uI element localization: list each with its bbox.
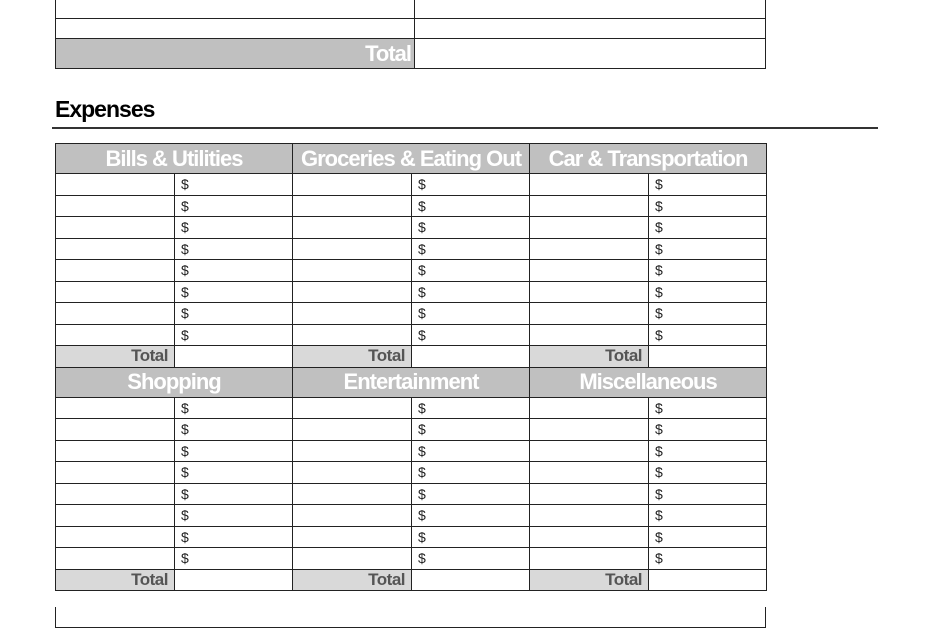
- expense-amount-cell[interactable]: $: [175, 195, 293, 217]
- expense-item-cell[interactable]: [293, 419, 412, 441]
- table-row: [56, 419, 767, 441]
- category-header-shopping: Shopping: [56, 367, 293, 397]
- expense-item-cell[interactable]: [56, 526, 175, 548]
- total-value-shopping[interactable]: [175, 569, 293, 591]
- expense-amount-cell[interactable]: $: [175, 260, 293, 282]
- expense-item-cell[interactable]: [293, 483, 412, 505]
- total-label: Total: [530, 346, 649, 368]
- expense-item-cell[interactable]: [56, 505, 175, 527]
- expense-item-cell[interactable]: [56, 548, 175, 570]
- expense-amount-cell[interactable]: $: [412, 238, 530, 260]
- total-label: Total: [56, 569, 175, 591]
- total-label: Total: [56, 346, 175, 368]
- table-row: [56, 462, 767, 484]
- total-label: Total: [293, 569, 412, 591]
- expense-item-cell[interactable]: [293, 281, 412, 303]
- expense-item-cell[interactable]: [530, 419, 649, 441]
- expense-amount-cell[interactable]: $: [412, 195, 530, 217]
- expense-amount-cell[interactable]: $: [649, 526, 767, 548]
- table-row: [56, 526, 767, 548]
- expense-amount-cell[interactable]: $: [412, 440, 530, 462]
- expense-amount-cell[interactable]: $: [175, 462, 293, 484]
- expense-item-cell[interactable]: [530, 462, 649, 484]
- expense-amount-cell[interactable]: $: [412, 174, 530, 196]
- total-value-groceries-and-eating-out[interactable]: [412, 346, 530, 368]
- expense-item-cell[interactable]: [530, 238, 649, 260]
- total-label: Total: [293, 346, 412, 368]
- expense-amount-cell[interactable]: $: [649, 505, 767, 527]
- expense-amount-cell[interactable]: $: [649, 397, 767, 419]
- expense-amount-cell[interactable]: $: [175, 238, 293, 260]
- table-row: [56, 195, 767, 217]
- expense-amount-cell[interactable]: $: [649, 303, 767, 325]
- table-row: [56, 440, 767, 462]
- expense-item-cell[interactable]: [293, 324, 412, 346]
- category-header-miscellaneous: Miscellaneous: [530, 367, 767, 397]
- expense-item-cell[interactable]: [56, 238, 175, 260]
- expense-amount-cell[interactable]: $: [175, 440, 293, 462]
- table-row: [56, 217, 767, 239]
- expense-item-cell[interactable]: [293, 303, 412, 325]
- expense-item-cell[interactable]: [530, 440, 649, 462]
- expense-item-cell[interactable]: [293, 260, 412, 282]
- category-total-row: [56, 346, 767, 368]
- expense-item-cell[interactable]: [293, 397, 412, 419]
- income-total-row: [56, 39, 766, 69]
- expense-amount-cell[interactable]: $: [649, 419, 767, 441]
- notes-box[interactable]: [55, 607, 766, 628]
- expense-amount-cell[interactable]: $: [649, 324, 767, 346]
- expense-item-cell[interactable]: [530, 260, 649, 282]
- expense-item-cell[interactable]: [56, 483, 175, 505]
- expense-item-cell[interactable]: [530, 303, 649, 325]
- expense-amount-cell[interactable]: $: [649, 548, 767, 570]
- category-header-entertainment: Entertainment: [293, 367, 530, 397]
- expense-item-cell[interactable]: [530, 195, 649, 217]
- total-value-miscellaneous[interactable]: [649, 569, 767, 591]
- expense-item-cell[interactable]: [56, 217, 175, 239]
- expense-amount-cell[interactable]: $: [175, 281, 293, 303]
- category-total-row: [56, 569, 767, 591]
- expense-item-cell[interactable]: [56, 303, 175, 325]
- expense-amount-cell[interactable]: $: [412, 397, 530, 419]
- expense-amount-cell[interactable]: $: [412, 548, 530, 570]
- expense-item-cell[interactable]: [293, 195, 412, 217]
- expense-amount-cell[interactable]: $: [175, 526, 293, 548]
- expense-amount-cell[interactable]: $: [412, 324, 530, 346]
- category-header-bills-and-utilities: Bills & Utilities: [56, 144, 293, 174]
- expense-item-cell[interactable]: [56, 324, 175, 346]
- expense-amount-cell[interactable]: $: [175, 505, 293, 527]
- expenses-table: [55, 143, 767, 591]
- expense-amount-cell[interactable]: $: [412, 303, 530, 325]
- income-amount-cell[interactable]: [415, 0, 766, 19]
- expense-item-cell[interactable]: [293, 174, 412, 196]
- table-row: [56, 324, 767, 346]
- expense-item-cell[interactable]: [56, 397, 175, 419]
- total-value-entertainment[interactable]: [412, 569, 530, 591]
- expense-amount-cell[interactable]: $: [649, 195, 767, 217]
- table-row: [56, 238, 767, 260]
- expense-amount-cell[interactable]: $: [649, 440, 767, 462]
- expense-amount-cell[interactable]: $: [175, 303, 293, 325]
- expense-item-cell[interactable]: [293, 217, 412, 239]
- expense-item-cell[interactable]: [293, 440, 412, 462]
- total-value-bills-and-utilities[interactable]: [175, 346, 293, 368]
- expense-item-cell[interactable]: [293, 238, 412, 260]
- expense-item-cell[interactable]: [530, 483, 649, 505]
- category-header-row: [56, 367, 767, 397]
- table-row: [56, 281, 767, 303]
- income-total-label: Total: [56, 39, 415, 69]
- section-title-expenses: Expenses: [55, 96, 155, 122]
- expense-amount-cell[interactable]: $: [175, 548, 293, 570]
- expense-amount-cell[interactable]: $: [412, 281, 530, 303]
- expense-item-cell[interactable]: [530, 548, 649, 570]
- expense-amount-cell[interactable]: $: [412, 526, 530, 548]
- expense-amount-cell[interactable]: $: [412, 505, 530, 527]
- expense-amount-cell[interactable]: $: [412, 217, 530, 239]
- table-row: [56, 548, 767, 570]
- expense-amount-cell[interactable]: $: [175, 419, 293, 441]
- expense-amount-cell[interactable]: $: [649, 174, 767, 196]
- expense-amount-cell[interactable]: $: [412, 462, 530, 484]
- expense-item-cell[interactable]: [293, 548, 412, 570]
- table-row: [56, 260, 767, 282]
- expense-amount-cell[interactable]: $: [175, 324, 293, 346]
- expense-item-cell[interactable]: [530, 526, 649, 548]
- expense-item-cell[interactable]: [530, 324, 649, 346]
- total-value-car-and-transportation[interactable]: [649, 346, 767, 368]
- table-row: [56, 303, 767, 325]
- expense-item-cell[interactable]: [56, 419, 175, 441]
- table-row: [56, 483, 767, 505]
- table-row: [56, 505, 767, 527]
- expense-amount-cell[interactable]: $: [412, 260, 530, 282]
- category-header-car-and-transportation: Car & Transportation: [530, 144, 767, 174]
- expense-amount-cell[interactable]: $: [175, 397, 293, 419]
- expense-item-cell[interactable]: [530, 397, 649, 419]
- expense-item-cell[interactable]: [56, 174, 175, 196]
- expense-item-cell[interactable]: [56, 281, 175, 303]
- expense-item-cell[interactable]: [293, 462, 412, 484]
- expense-amount-cell[interactable]: $: [412, 483, 530, 505]
- expense-amount-cell[interactable]: $: [175, 217, 293, 239]
- expense-amount-cell[interactable]: $: [649, 483, 767, 505]
- section-divider: [52, 127, 878, 129]
- table-row: [56, 19, 766, 39]
- expense-amount-cell[interactable]: $: [175, 483, 293, 505]
- expense-item-cell[interactable]: [56, 462, 175, 484]
- income-amount-cell[interactable]: [415, 19, 766, 39]
- expense-amount-cell[interactable]: $: [649, 217, 767, 239]
- expense-item-cell[interactable]: [293, 505, 412, 527]
- expense-amount-cell[interactable]: $: [649, 281, 767, 303]
- expense-item-cell[interactable]: [530, 281, 649, 303]
- income-total-value[interactable]: [415, 39, 766, 69]
- expense-item-cell[interactable]: [530, 505, 649, 527]
- total-label: Total: [530, 569, 649, 591]
- income-table: [55, 0, 766, 69]
- income-source-cell[interactable]: [56, 0, 415, 19]
- category-header-groceries-and-eating-out: Groceries & Eating Out: [293, 144, 530, 174]
- expense-item-cell[interactable]: [56, 195, 175, 217]
- category-header-row: [56, 144, 767, 174]
- expense-item-cell[interactable]: [293, 526, 412, 548]
- expense-amount-cell[interactable]: $: [412, 419, 530, 441]
- expense-amount-cell[interactable]: $: [175, 174, 293, 196]
- expense-item-cell[interactable]: [56, 260, 175, 282]
- table-row: [56, 174, 767, 196]
- expense-amount-cell[interactable]: $: [649, 238, 767, 260]
- table-row: [56, 0, 766, 19]
- expense-amount-cell[interactable]: $: [649, 462, 767, 484]
- expense-item-cell[interactable]: [56, 440, 175, 462]
- expense-amount-cell[interactable]: $: [649, 260, 767, 282]
- expense-item-cell[interactable]: [530, 217, 649, 239]
- table-row: [56, 397, 767, 419]
- income-source-cell[interactable]: [56, 19, 415, 39]
- expense-item-cell[interactable]: [530, 174, 649, 196]
